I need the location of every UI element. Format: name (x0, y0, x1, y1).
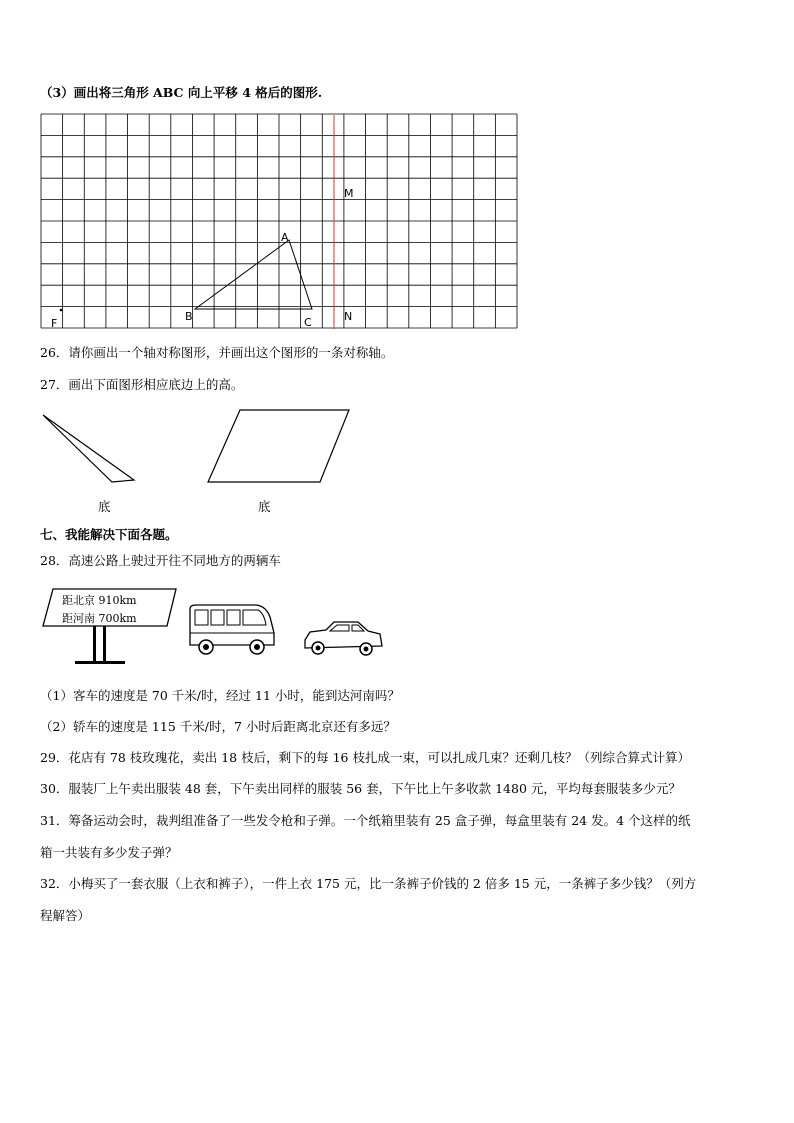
label-f: F (51, 317, 58, 329)
bus-image (186, 603, 278, 657)
point-f (60, 309, 63, 312)
question-32-line-2: 程解答） (40, 908, 91, 923)
question-31-line-2: 箱一共装有多少发子弹？ (40, 845, 178, 860)
label-b: B (185, 310, 193, 323)
question-28-1: （1）客车的速度是 70 千米/时，经过 11 小时，能到达河南吗？ (40, 688, 400, 703)
label-m: M (344, 187, 354, 200)
shapes-figure (40, 405, 360, 485)
triangle-shape (43, 415, 134, 482)
grid-figure (40, 113, 518, 329)
question-27: 27．画出下面图形相应底边上的高。 (40, 377, 244, 392)
question-25-3: （3）画出将三角形 ABC 向上平移 4 格后的图形. (40, 85, 323, 100)
question-26: 26．请你画出一个轴对称图形，并画出这个图形的一条对称轴。 (40, 345, 394, 360)
label-a: A (281, 231, 289, 244)
question-28-2: （2）轿车的速度是 115 千米/时，7 小时后距离北京还有多远？ (40, 719, 396, 734)
question-29: 29．花店有 78 枝玫瑰花，卖出 18 枝后，剩下的每 16 枝扎成一束，可以扎成几束？还剩几枝？（列综合算式计算） (40, 750, 690, 765)
sign-line-1: 距北京 910km (62, 594, 137, 607)
base-label-triangle: 底 (98, 499, 111, 514)
triangle-abc (195, 240, 312, 309)
label-c: C (304, 316, 312, 329)
label-n: N (344, 310, 353, 323)
question-30: 30．服装厂上午卖出服装 48 套，下午卖出同样的服装 56 套，下午比上午多收款 1480 元，平均每套服装多少元？ (40, 781, 681, 796)
question-31-line-1: 31．筹备运动会时，裁判组准备了一些发令枪和子弹。一个纸箱里装有 25 盒子弹，每盒里装有 24 发。4 个这样的纸 (40, 813, 691, 828)
section-7-heading: 七、我能解决下面各题。 (40, 527, 178, 542)
parallelogram-shape (208, 410, 349, 482)
question-28: 28．高速公路上驶过开往不同地方的两辆车 (40, 553, 281, 568)
base-label-parallelogram: 底 (258, 499, 271, 514)
car-image (302, 618, 384, 660)
question-32-line-1: 32．小梅买了一套衣服（上衣和裤子），一件上衣 175 元，比一条裤子价钱的 2 倍多 15 元，一条裤子多少钱？（列方 (40, 876, 697, 891)
sign-line-2: 距河南 700km (62, 612, 137, 625)
